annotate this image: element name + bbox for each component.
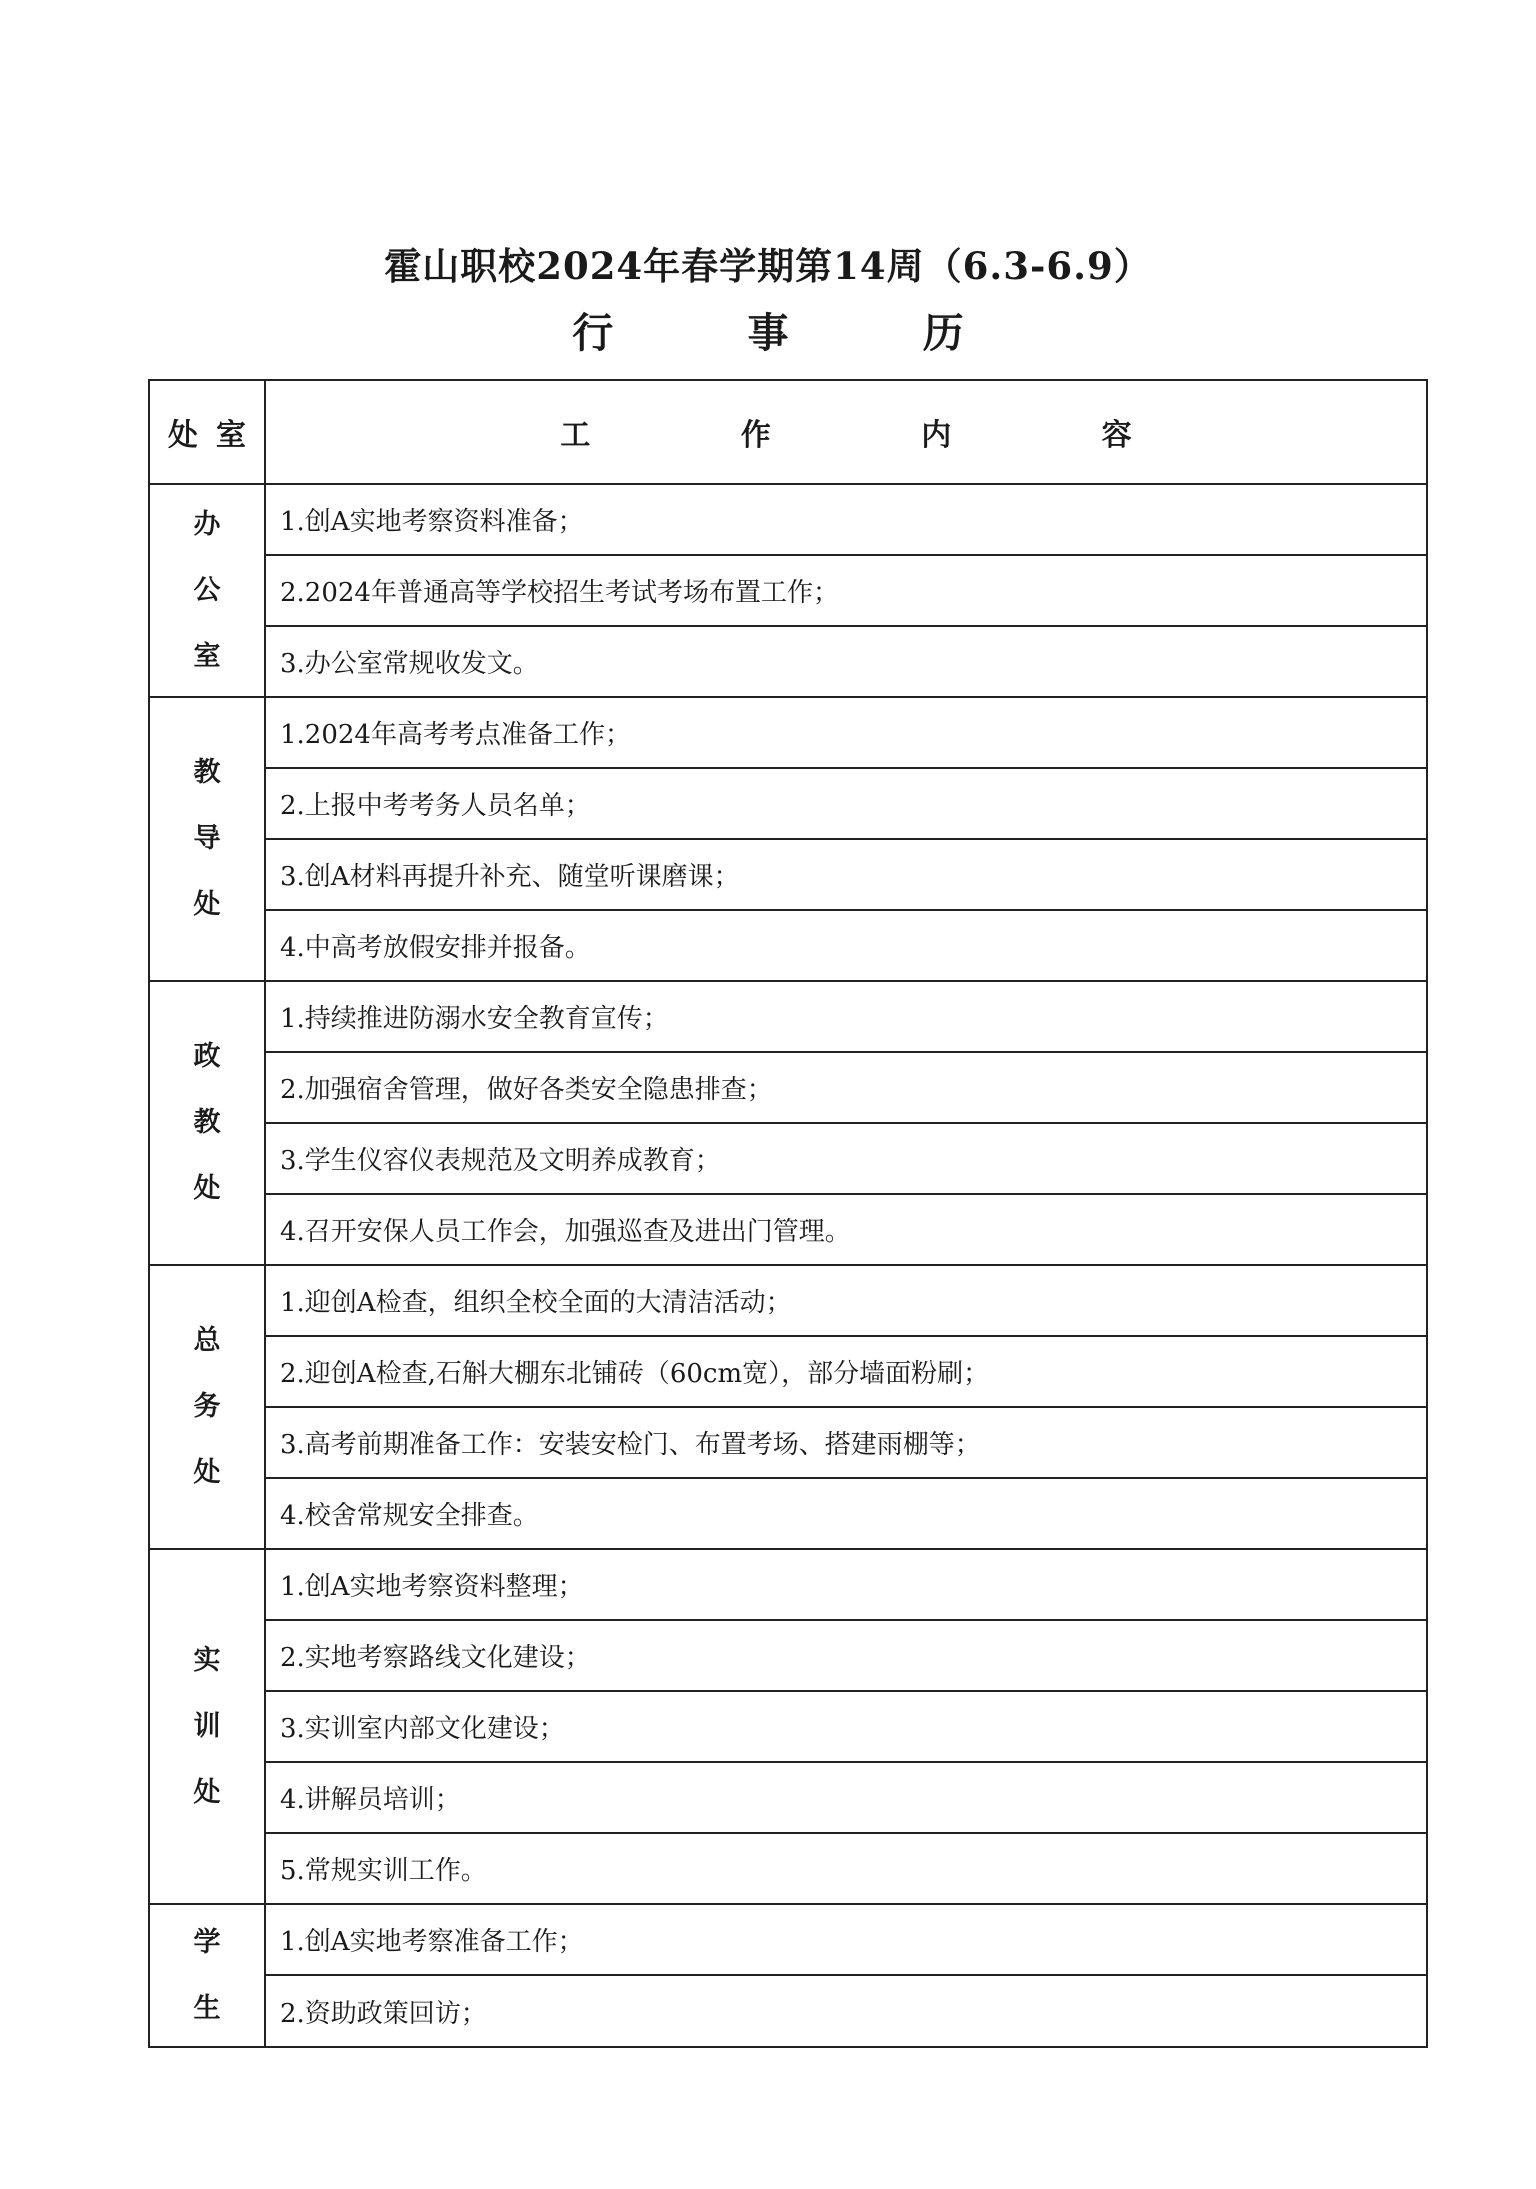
work-item: 3.学生仪容仪表规范及文明养成教育； xyxy=(265,1123,1427,1194)
table-row xyxy=(149,1336,1427,1407)
department-name-char: 处 xyxy=(193,1776,221,1808)
table-row xyxy=(149,1549,1427,1620)
department-cell xyxy=(149,697,265,981)
schedule-table xyxy=(148,379,1428,2048)
department-name-char: 处 xyxy=(193,889,221,920)
table-row xyxy=(149,1407,1427,1478)
work-item: 4.讲解员培训； xyxy=(265,1762,1427,1833)
department-name-char: 实 xyxy=(193,1644,221,1676)
page-title: 霍山职校2024年春学期第14周（6.3-6.9） xyxy=(384,244,1152,288)
department-name-char: 务 xyxy=(193,1391,221,1422)
work-item: 1.创A实地考察资料整理； xyxy=(265,1549,1427,1620)
department-cell xyxy=(149,484,265,697)
table-row xyxy=(149,1265,1427,1336)
table-row xyxy=(149,1762,1427,1833)
department-name-char: 总 xyxy=(193,1325,221,1356)
department-cell xyxy=(149,1265,265,1549)
table-row xyxy=(149,555,1427,626)
department-name-char: 办 xyxy=(193,508,221,540)
work-item: 2.2024年普通高等学校招生考试考场布置工作； xyxy=(265,555,1427,626)
work-item: 1.2024年高考考点准备工作； xyxy=(265,697,1427,768)
table-row xyxy=(149,626,1427,697)
work-item: 3.办公室常规收发文。 xyxy=(265,626,1427,697)
table-row xyxy=(149,910,1427,981)
work-item: 1.创A实地考察准备工作； xyxy=(265,1904,1427,1975)
work-item: 2.迎创A检查,石斛大棚东北铺砖（60cm宽），部分墙面粉刷； xyxy=(265,1336,1427,1407)
department-name-char: 导 xyxy=(193,823,221,854)
department-name-char: 室 xyxy=(193,640,221,672)
department-cell xyxy=(149,1549,265,1904)
work-item: 2.资助政策回访； xyxy=(265,1975,1427,2047)
work-item: 3.实训室内部文化建设； xyxy=(265,1691,1427,1762)
table-row xyxy=(149,1833,1427,1904)
department-name-char: 教 xyxy=(193,1107,221,1138)
department-cell xyxy=(149,981,265,1265)
department-name-char: 生 xyxy=(193,1992,221,2024)
table-row xyxy=(149,768,1427,839)
work-item: 3.创A材料再提升补充、随堂听课磨课； xyxy=(265,839,1427,910)
page-subtitle: 行 事 历 xyxy=(572,309,1024,357)
work-item: 2.加强宿舍管理，做好各类安全隐患排查； xyxy=(265,1052,1427,1123)
department-column-header: 处室 xyxy=(149,380,265,484)
table-row xyxy=(149,839,1427,910)
department-name-char: 处 xyxy=(193,1173,221,1204)
schedule-body xyxy=(149,484,1427,2047)
table-row xyxy=(149,1478,1427,1549)
table-row xyxy=(149,981,1427,1052)
department-cell xyxy=(149,1904,265,2047)
department-name-char: 教 xyxy=(193,757,221,788)
department-name-char: 学 xyxy=(193,1926,221,1958)
work-item: 1.迎创A检查，组织全校全面的大清洁活动； xyxy=(265,1265,1427,1336)
table-row xyxy=(149,1123,1427,1194)
table-header-row xyxy=(149,380,1427,484)
table-row xyxy=(149,1194,1427,1265)
work-item: 4.中高考放假安排并报备。 xyxy=(265,910,1427,981)
work-item: 1.创A实地考察资料准备； xyxy=(265,484,1427,555)
department-name-char: 训 xyxy=(193,1710,221,1742)
work-item: 4.召开安保人员工作会，加强巡查及进出门管理。 xyxy=(265,1194,1427,1265)
department-name-char: 政 xyxy=(193,1041,221,1072)
work-item: 2.上报中考考务人员名单； xyxy=(265,768,1427,839)
table-row xyxy=(149,697,1427,768)
table-row xyxy=(149,1052,1427,1123)
work-item: 2.实地考察路线文化建设； xyxy=(265,1620,1427,1691)
table-row xyxy=(149,1691,1427,1762)
table-row xyxy=(149,1975,1427,2047)
work-item: 1.持续推进防溺水安全教育宣传； xyxy=(265,981,1427,1052)
table-row xyxy=(149,1620,1427,1691)
department-name-char: 处 xyxy=(193,1457,221,1488)
work-item: 3.高考前期准备工作：安装安检门、布置考场、搭建雨棚等； xyxy=(265,1407,1427,1478)
department-name-char: 公 xyxy=(193,574,221,606)
table-row xyxy=(149,484,1427,555)
table-row xyxy=(149,1904,1427,1975)
work-item: 5.常规实训工作。 xyxy=(265,1833,1427,1904)
content-column-header: 工 作 内 容 xyxy=(265,380,1427,484)
work-item: 4.校舍常规安全排查。 xyxy=(265,1478,1427,1549)
